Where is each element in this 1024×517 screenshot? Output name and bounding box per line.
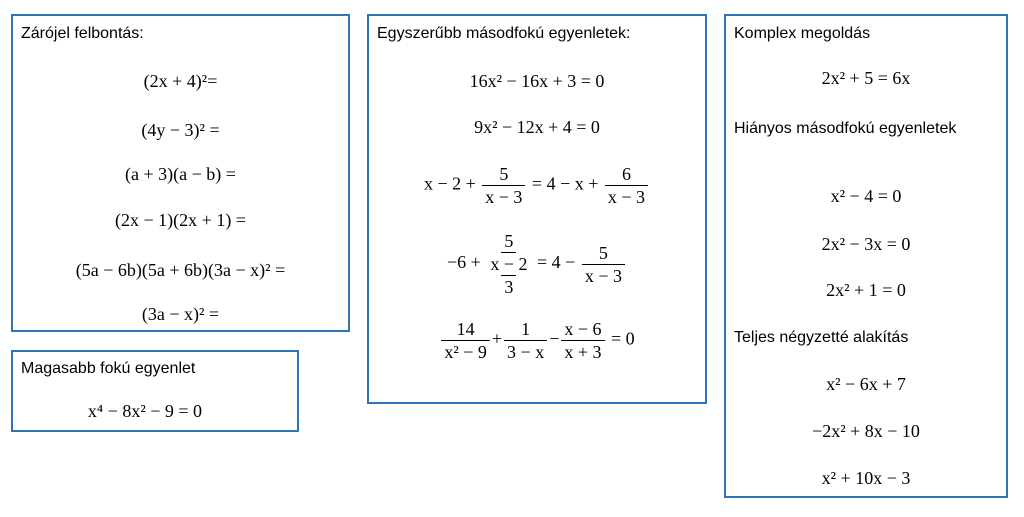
box-title: Egyszerűbb másodfokú egyenletek: bbox=[377, 25, 631, 42]
equation: x² + 10x − 3 bbox=[821, 468, 911, 488]
numerator: 5 bbox=[499, 164, 509, 184]
denominator: x − 3 bbox=[582, 264, 625, 287]
section-title-komplex: Komplex megoldás bbox=[734, 25, 871, 42]
equation: (2x + 4)²= bbox=[143, 71, 218, 91]
box-zarojel-felbontas bbox=[11, 14, 350, 332]
equation-fraction-2 bbox=[369, 230, 705, 298]
numerator: x − 6 bbox=[564, 319, 602, 339]
equation: (a + 3)(a − b) = bbox=[125, 164, 236, 184]
fraction bbox=[504, 318, 547, 363]
section-title-hianyos: Hiányos másodfokú egyenletek bbox=[734, 120, 957, 137]
equation: (4y − 3)² = bbox=[141, 120, 220, 140]
eq-part: = 4 − x + bbox=[531, 173, 599, 194]
equation: x² − 4 = 0 bbox=[830, 186, 902, 206]
equation: 2x² + 5 = 6x bbox=[821, 68, 911, 88]
numerator: 6 bbox=[621, 164, 631, 184]
fraction bbox=[482, 163, 525, 208]
denominator: x + 3 bbox=[561, 340, 604, 363]
equation-fraction-3 bbox=[369, 318, 705, 363]
numerator: 5 bbox=[501, 230, 516, 253]
fraction bbox=[582, 242, 625, 287]
box-egyszerubb-masodfoku bbox=[367, 14, 707, 404]
denominator: x − 3 bbox=[482, 185, 525, 208]
equation: −2x² + 8x − 10 bbox=[812, 421, 920, 441]
eq-part: −6 + bbox=[447, 252, 481, 273]
equation: 9x² − 12x + 4 = 0 bbox=[474, 117, 600, 137]
numerator: 1 bbox=[521, 319, 531, 339]
section-title-teljes-negyzet: Teljes négyzetté alakítás bbox=[734, 329, 909, 346]
denominator: x − 3 bbox=[605, 185, 648, 208]
operator: + bbox=[491, 328, 503, 349]
eq-part: = 0 bbox=[611, 328, 635, 349]
eq-part: x − 2 + bbox=[423, 173, 476, 194]
equation: 16x² − 16x + 3 = 0 bbox=[469, 71, 605, 91]
equation: x⁴ − 8x² − 9 = 0 bbox=[87, 401, 203, 421]
denominator: x² − 9 bbox=[441, 340, 490, 363]
eq-part: = 4 − bbox=[537, 252, 576, 273]
equation: (3a − x)² = bbox=[141, 304, 220, 324]
box-title: Magasabb fokú egyenlet bbox=[21, 360, 196, 377]
fraction bbox=[561, 318, 604, 363]
box-magasabb-foku bbox=[11, 350, 299, 432]
equation-fraction-1 bbox=[369, 163, 705, 208]
equation: (5a − 6b)(5a + 6b)(3a − x)² = bbox=[75, 260, 286, 280]
denominator-numerator: x − 2 bbox=[490, 254, 528, 274]
operator: − bbox=[549, 328, 560, 349]
equation: (2x − 1)(2x + 1) = bbox=[115, 210, 246, 230]
equation: 2x² − 3x = 0 bbox=[821, 234, 911, 254]
box-title: Zárójel felbontás: bbox=[21, 25, 144, 42]
compound-fraction bbox=[487, 230, 530, 298]
fraction bbox=[441, 318, 490, 363]
numerator: 14 bbox=[456, 319, 475, 339]
numerator: 5 bbox=[598, 242, 608, 263]
box-masodfoku-tipusok bbox=[724, 14, 1008, 498]
denominator: 3 − x bbox=[504, 340, 547, 363]
denominator-denominator: 3 bbox=[501, 275, 516, 298]
fraction bbox=[605, 163, 648, 208]
equation: 2x² + 1 = 0 bbox=[826, 280, 906, 300]
equation: x² − 6x + 7 bbox=[826, 374, 906, 394]
